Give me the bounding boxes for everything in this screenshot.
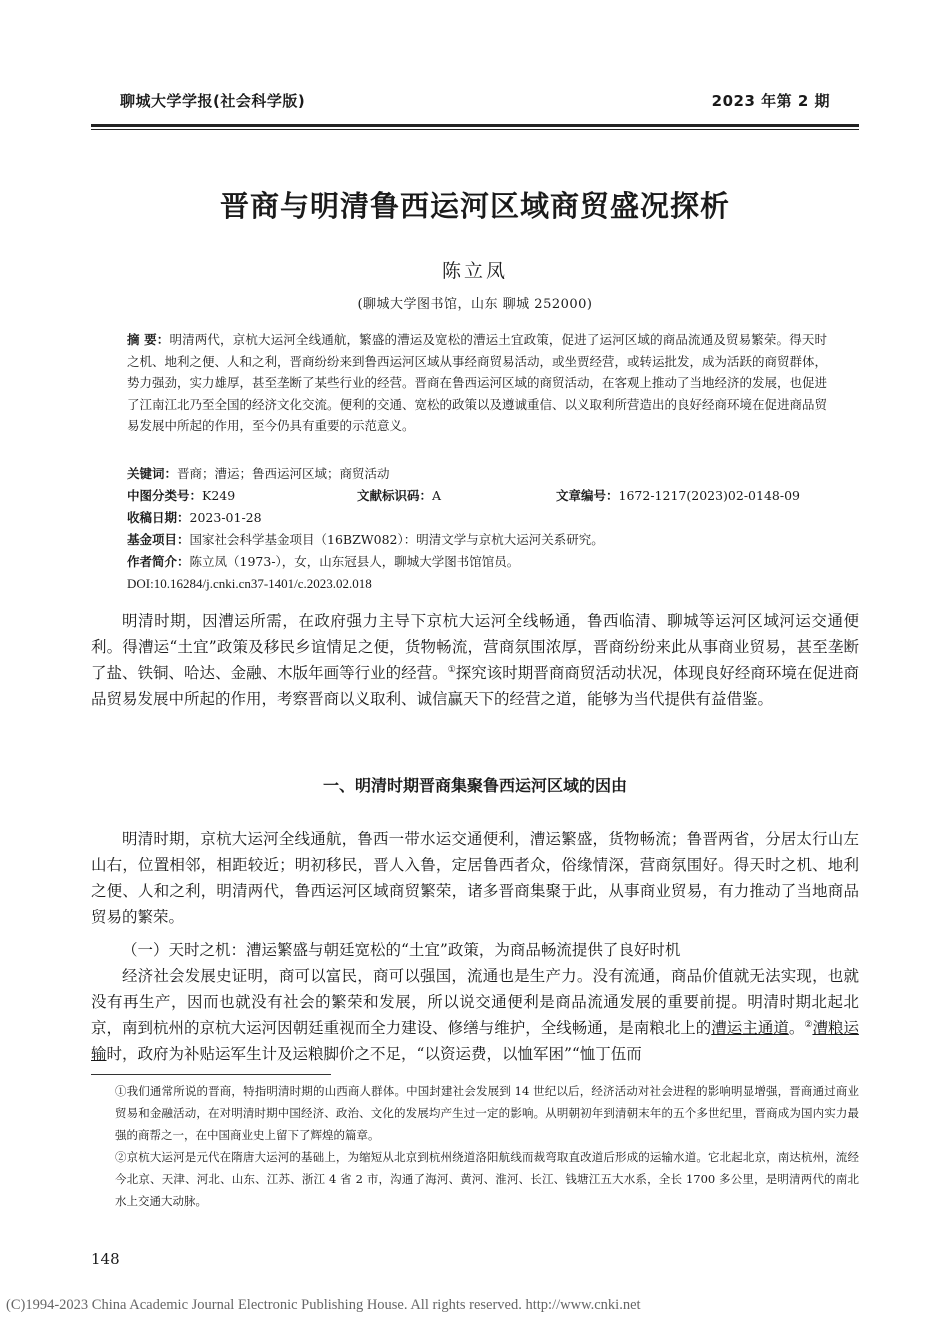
footnote-2: ②京杭大运河是元代在隋唐大运河的基础上，为缩短从北京到杭州绕道洛阳航线而裁弯取直改道后形成的运输水道。它北起北京，南达杭州，流经今北京、天津、河北、山东、江苏、浙江 4 省 2 市，沟通了海河、黄河、淮河、长江、钱塘江五大水系，全长 1700 多公里，是明清两代的南北水上交通大动脉。 xyxy=(115,1150,859,1208)
clc-label: 中图分类号： xyxy=(127,488,203,503)
doc-code-row xyxy=(357,486,441,506)
intro-paragraph xyxy=(91,608,859,712)
footnote-ref-2[interactable]: ② xyxy=(804,1019,813,1030)
header-rule-thick xyxy=(91,124,859,127)
intro-text-b: 探究该时期晋商商贸活动状况，体现良好经商环境在促进商品贸易发展中所起的作用，考察晋商以义取利、诚信赢天下的经营之道，能够为当代提供有益借鉴。 xyxy=(91,664,859,708)
para2-underline-1: 漕运主通道 xyxy=(711,1019,789,1037)
article-no-label: 文章编号： xyxy=(556,488,619,503)
doc-code-label: 文献标识码： xyxy=(357,488,433,503)
received-row xyxy=(127,508,262,528)
footnote-rule xyxy=(91,1074,331,1075)
fund-value: 国家社会科学基金项目（16BZW082）：明清文学与京杭大运河关系研究。 xyxy=(189,532,604,547)
bio-label: 作者简介： xyxy=(127,554,190,569)
article-title: 晋商与明清鲁西运河区域商贸盛况探析 xyxy=(219,189,730,223)
keywords-row xyxy=(127,464,390,484)
abstract-text: 明清两代，京杭大运河全线通航，繁盛的漕运及宽松的漕运土宜政策，促进了运河区域的商品流通及贸易繁荣。得天时之机、地利之便、人和之利，晋商纷纷来到鲁西运河区域从事经商贸易活动，或坐贾经营，或转运批发，成为活跃的商贸群体，势力强劲，实力雄厚，甚至垄断了某些行业的经营。晋商在鲁西运河区域的商贸活动，在客观上推动了当地经济的发展，也促进了江南江北乃至全国的经济文化交流。便利的交通、宽松的政策以及遵诚重信、以义取利所营造出的良好经商环境在促进商品贸易发展中所起的作用，至今仍具有重要的示范意义。 xyxy=(127,332,828,433)
header-rule-thin xyxy=(91,129,859,130)
clc-value: K249 xyxy=(202,488,236,503)
abstract xyxy=(127,329,827,437)
subsection-heading: （一）天时之机：漕运繁盛与朝廷宽松的“土宜”政策，为商品畅流提供了良好时机 xyxy=(122,941,681,959)
keywords-value: 晋商；漕运；鲁西运河区域；商贸活动 xyxy=(177,466,390,481)
bio-value: 陈立凤（1973-），女，山东冠县人，聊城大学图书馆馆员。 xyxy=(189,554,520,569)
fund-label: 基金项目： xyxy=(127,532,190,547)
article-no-row xyxy=(556,486,800,506)
footnote-1: ①我们通常所说的晋商，特指明清时期的山西商人群体。中国封建社会发展到 14 世纪以后，经济活动对社会进程的影响明显增强，晋商通过商业贸易和金融活动，在对明清时期中国经济、政治、文化的发展均产生过一定的影响。从明朝初年到清朝末年的五个多世纪里，晋商成为国内实力最强的商帮之一，在中国商业史上留下了辉煌的篇章。 xyxy=(115,1084,859,1142)
doc-code-value: A xyxy=(432,488,442,503)
author-affiliation: (聊城大学图书馆，山东 聊城 252000) xyxy=(357,297,593,312)
fund-row xyxy=(127,530,604,550)
keywords-label: 关键词： xyxy=(127,466,178,481)
intro-text-a: 明清时期，因漕运所需，在政府强力主导下京杭大运河全线畅通，鲁西临清、聊城等运河区域河运交通便利。得漕运“土宜”政策及移民乡谊情足之便，货物畅流，营商氛围浓厚，晋商纷纷来此从事商业贸易，甚至垄断了盐、铁铜、哈达、金融、木版年画等行业的经营。 xyxy=(91,612,859,682)
para2-text-b: 。 xyxy=(788,1019,805,1037)
doi: DOI:10.16284/j.cnki.cn37-1401/c.2023.02.018 xyxy=(127,576,372,591)
section-paragraph: 明清时期，京杭大运河全线通航，鲁西一带水运交通便利，漕运繁盛，货物畅流；鲁晋两省，分居太行山左山右，位置相邻，相距较近；明初移民，晋人入鲁，定居鲁西者众，俗缘情深，营商氛围好。得天时之机、地利之便、人和之利，明清两代，鲁西运河区域商贸繁荣，诸多晋商集聚于此，从事商业贸易，有力推动了当地商品贸易的繁荣。 xyxy=(91,830,859,926)
para2-text-c: 时，政府为补贴运军生计及运粮脚价之不足，“以资运费，以恤军困”“恤丁伍而 xyxy=(106,1045,642,1063)
bio-row xyxy=(127,552,519,572)
section-heading: 一、明清时期晋商集聚鲁西运河区域的因由 xyxy=(322,776,627,795)
received-label: 收稿日期： xyxy=(127,510,190,525)
para2-underline-2: 漕粮运输 xyxy=(91,1019,859,1063)
para2-text-a: 经济社会发展史证明，商可以富民，商可以强国，流通也是生产力。没有流通，商品价值就无法实现，也就没有再生产，因而也就没有社会的繁荣和发展，所以说交通便利是商品流通发展的重要前提。明清时期北起北京，南到杭州的京杭大运河因朝廷重视而全力建设、修缮与维护，全线畅通，是南粮北上的 xyxy=(91,967,859,1037)
abstract-label: 摘 要： xyxy=(127,332,170,347)
issue-number: 2023 年第 2 期 xyxy=(711,92,830,110)
copyright-line: (C)1994-2023 China Academic Journal Electronic Publishing House. All rights reserved. http://www.cnki.net xyxy=(6,1297,641,1313)
footnote-ref-1[interactable]: ① xyxy=(447,664,456,675)
clc-row xyxy=(127,486,235,506)
received-value: 2023-01-28 xyxy=(189,510,262,525)
body-paragraph-2 xyxy=(91,963,859,1067)
page-number: 148 xyxy=(91,1250,120,1268)
journal-name: 聊城大学学报(社会科学版) xyxy=(120,92,306,110)
article-no-value: 1672-1217(2023)02-0148-09 xyxy=(618,488,800,503)
author-name: 陈立凤 xyxy=(441,260,508,282)
